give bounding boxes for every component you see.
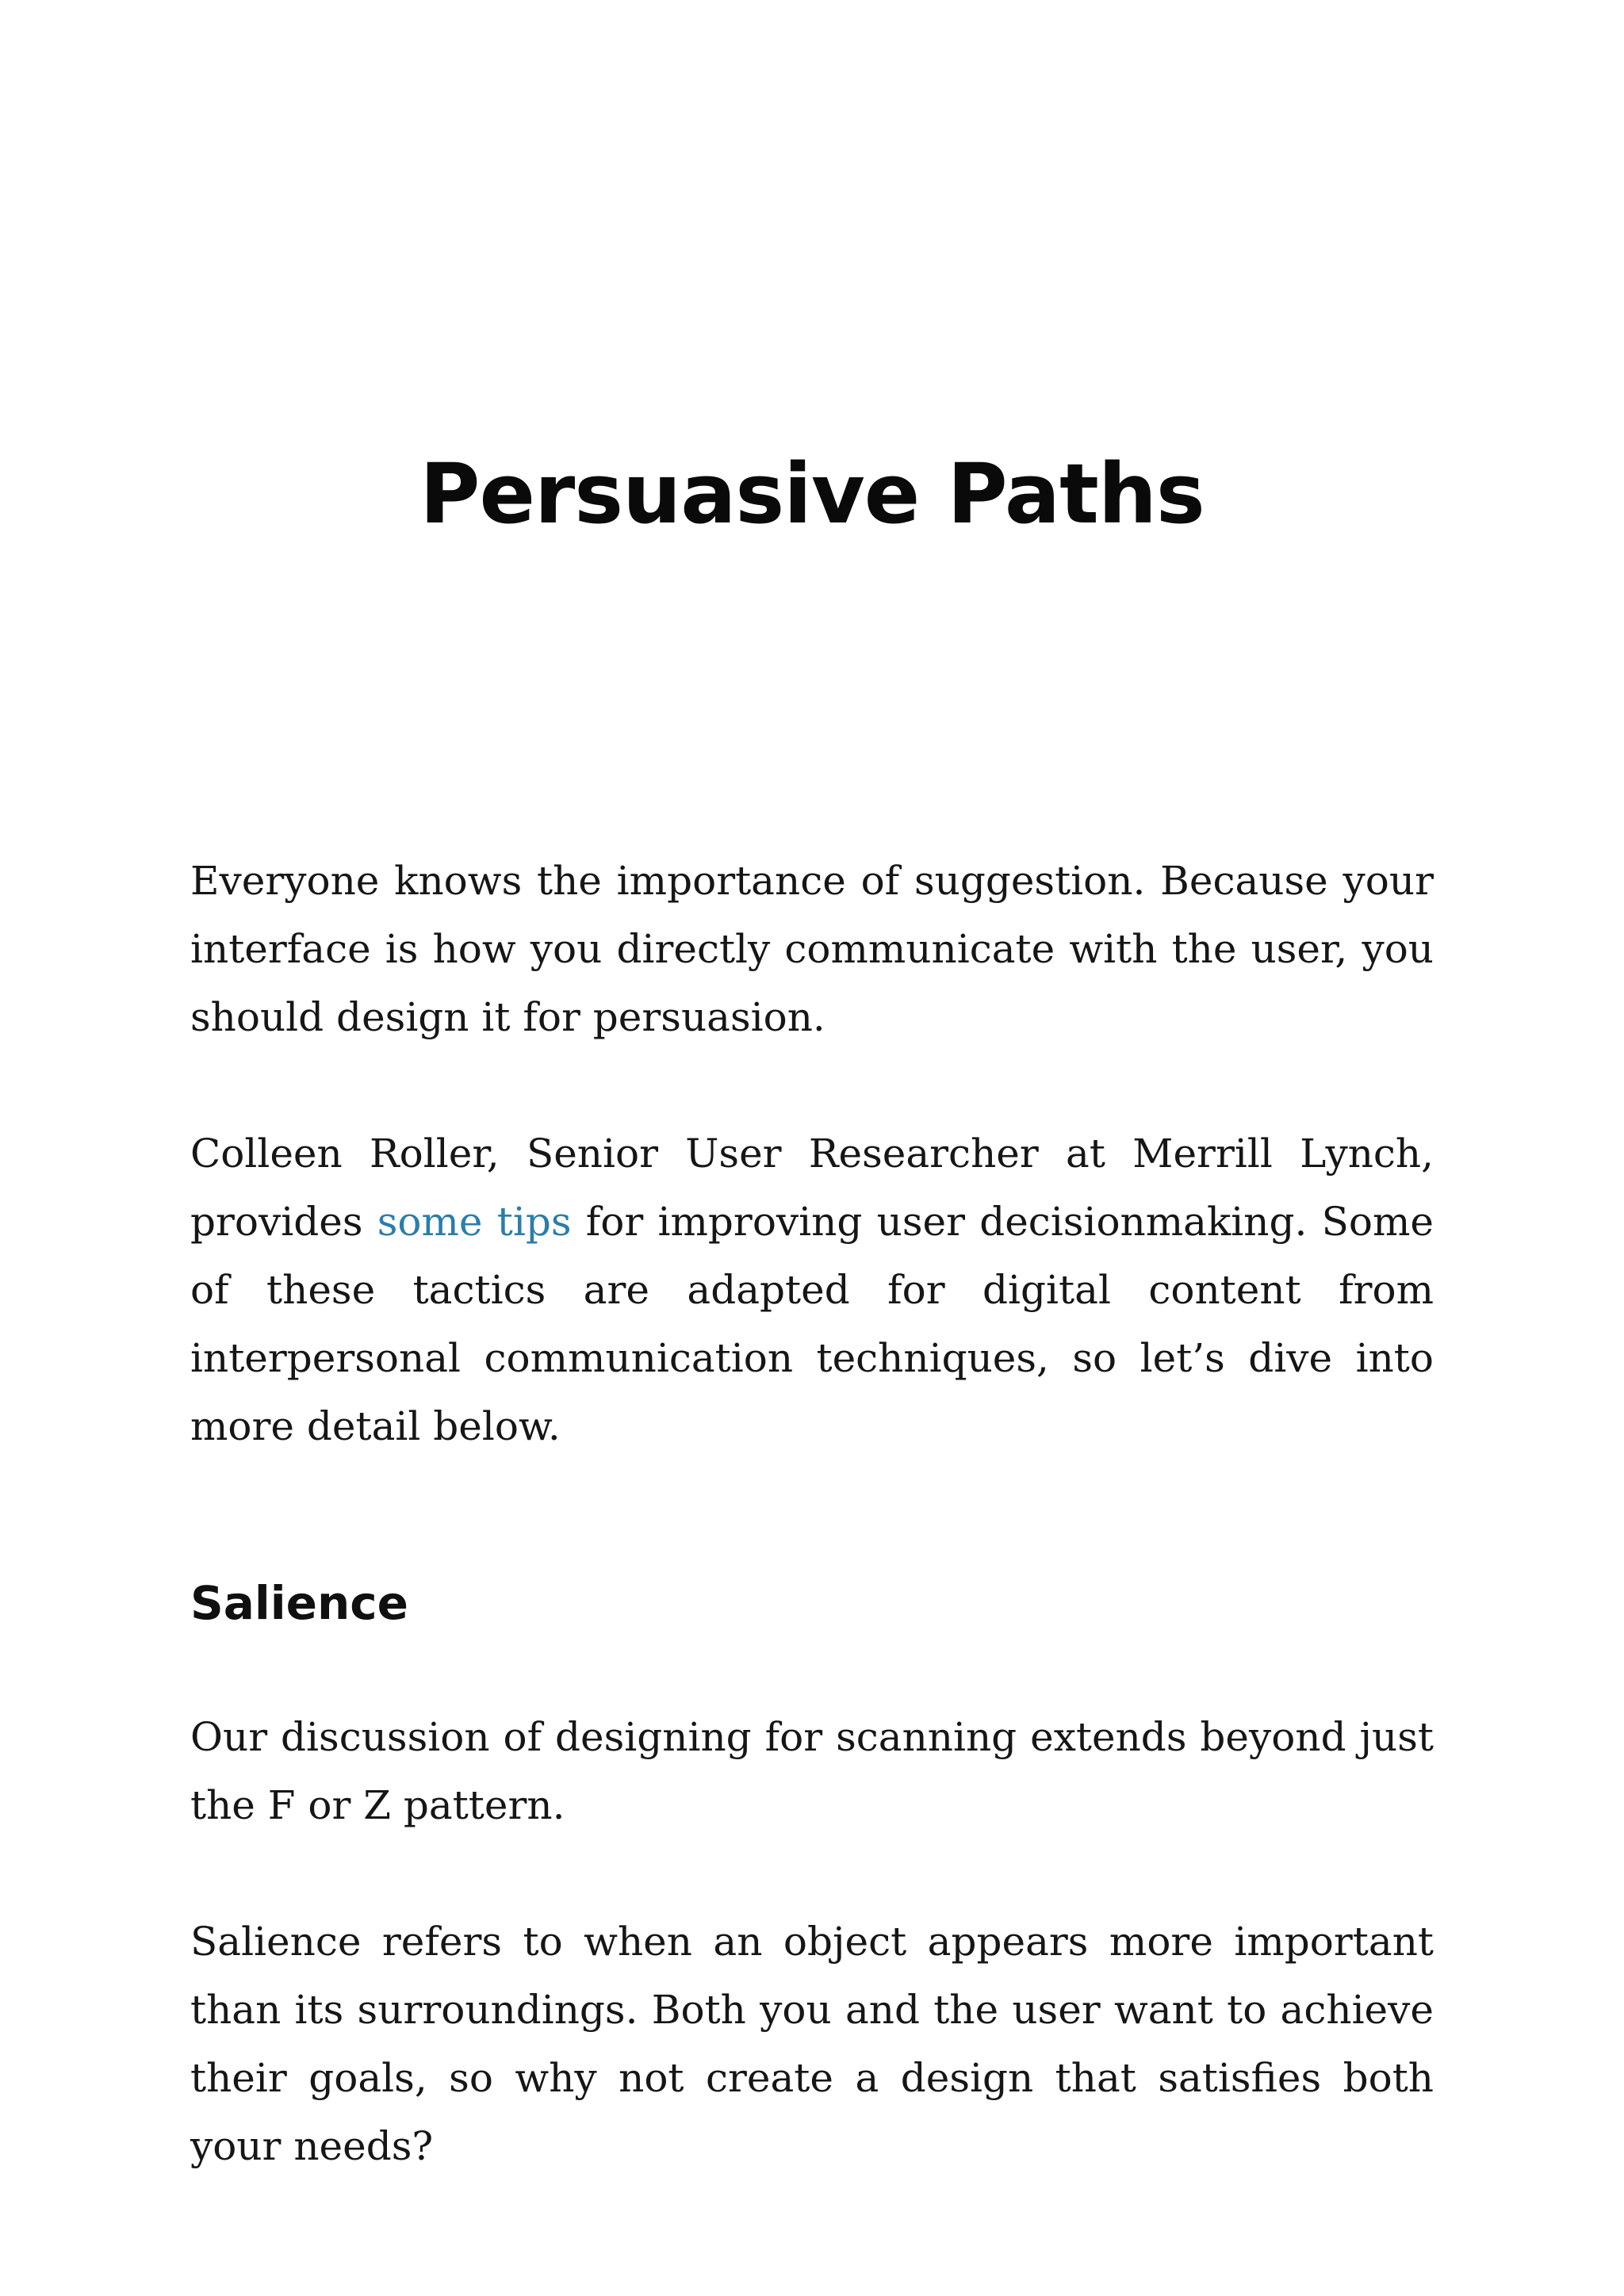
intro-paragraph-2-text-after: for improving user decisionmaking. Some of these tactics are adapted for digital content from interpersonal communication techniques, so let’s dive into more detail below. bbox=[190, 1199, 1434, 1449]
salience-paragraph-1: Our discussion of designing for scanning extends beyond just the F or Z pattern. bbox=[190, 1714, 1434, 1828]
intro-paragraph-2-text-before: Colleen Roller, Senior User Researcher at Merrill Lynch, provides bbox=[190, 1131, 1434, 1245]
section-heading-salience: Salience bbox=[190, 1576, 409, 1630]
article-body bbox=[190, 847, 1434, 2180]
intro-paragraph-2 bbox=[190, 1119, 1434, 1460]
intro-paragraph-1: Everyone knows the importance of suggestion. Because your interface is how you directly communicate with the user, you should design it for persuasion. bbox=[190, 858, 1434, 1040]
some-tips-link[interactable]: some tips bbox=[377, 1199, 572, 1245]
page-title: Persuasive Paths bbox=[419, 446, 1205, 542]
salience-paragraph-2: Salience refers to when an object appears more important than its surroundings. Both you and the user want to achieve their goals, so why not create a design that satisfies both your needs? bbox=[190, 1919, 1434, 2169]
